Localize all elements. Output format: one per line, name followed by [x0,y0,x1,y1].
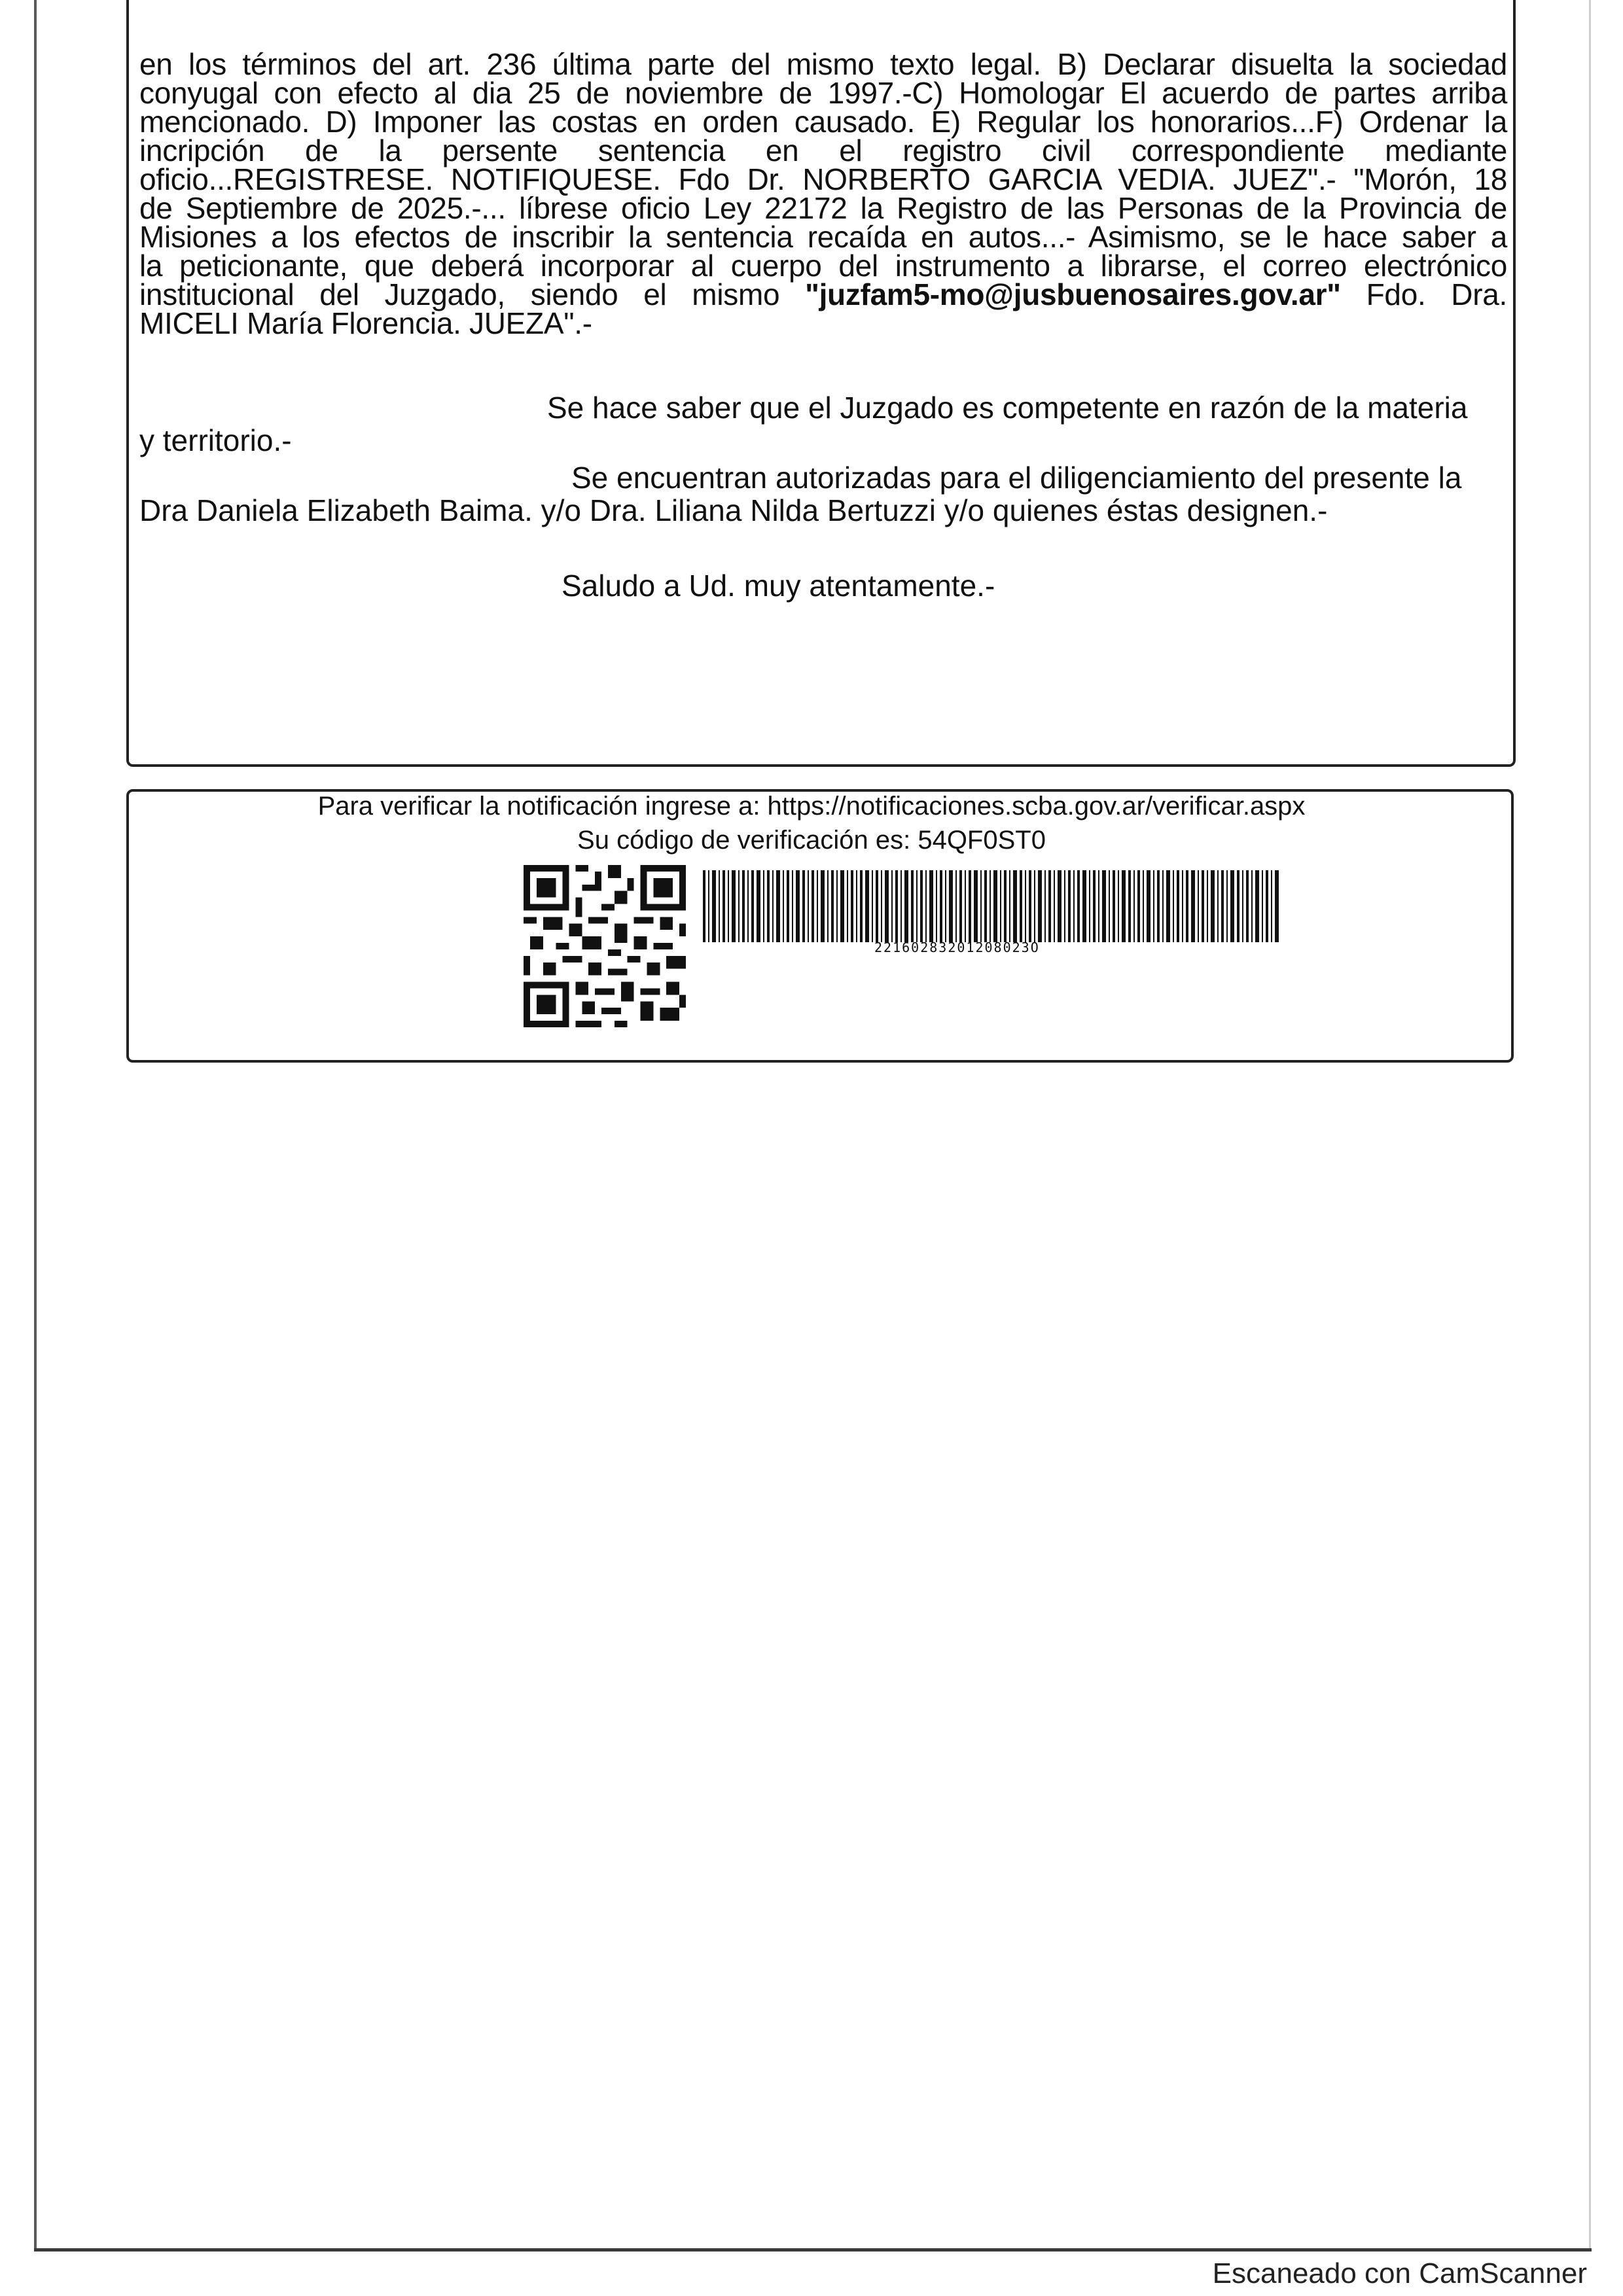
resolution-text [139,47,1507,340]
barcode-icon [703,870,1279,942]
competence-line-1: Se hace saber que el Juzgado es competente en razón de la materia [547,391,1468,425]
body-line: Misiones a los efectos de inscribir la sentencia recaída en autos...- Asimismo, se le hace saber a [139,220,1507,254]
body-line: de Septiembre de 2025.-... líbrese oficio Ley 22172 la Registro de las Personas de la Provincia de [139,191,1507,225]
page-edge-left [34,0,37,2251]
verification-code-text: Su código de verificación es: 54QF0ST0 [577,826,1046,855]
body-line-last: MICELI María Florencia. JUEZA".- [139,306,592,340]
authorized-line-2: Dra Daniela Elizabeth Baima. y/o Dra. Liliana Nilda Bertuzzi y/o quienes éstas designen.- [139,493,1328,527]
competence-paragraph [139,391,1507,457]
page-edge-right [1589,0,1591,2251]
closing-salutation: Saludo a Ud. muy atentamente.- [562,569,995,603]
body-line-post: Fdo. Dra. [1340,277,1507,311]
scanner-watermark: Escaneado con CamScanner [1212,2257,1587,2289]
verification-url-text: Para verificar la notificación ingrese a: https://notificaciones.scba.gov.ar/verificar.aspx [317,792,1306,821]
body-line: la peticionante, que deberá incorporar al cuerpo del instrumento a librarse, el correo electrónico [139,249,1507,283]
competence-line-2: y territorio.- [139,423,292,457]
court-email: "juzfam5-mo@jusbuenosaires.gov.ar" [805,277,1341,311]
body-line: incripción de la persente sentencia en el registro civil correspondiente mediante [139,133,1507,168]
qr-code-icon [524,865,686,1027]
body-line-email [139,277,1507,311]
barcode-number: 22160283201208023O [874,940,1040,955]
body-line: en los términos del art. 236 última parte del mismo texto legal. B) Declarar disuelta la sociedad [139,47,1507,81]
page-edge-bottom [34,2248,1592,2252]
authorized-line-1: Se encuentran autorizadas para el diligenciamiento del presente la [571,461,1462,495]
body-line: conyugal con efecto al dia 25 de noviembre de 1997.-C) Homologar El acuerdo de partes arriba [139,76,1507,110]
body-line: oficio...REGISTRESE. NOTIFIQUESE. Fdo Dr. NORBERTO GARCIA VEDIA. JUEZ".- "Morón, 18 [139,162,1507,196]
authorized-paragraph [139,461,1507,527]
body-line: mencionado. D) Imponer las costas en orden causado. E) Regular los honorarios...F) Ordenar la [139,105,1507,139]
body-line-pre: institucional del Juzgado, siendo el mismo [139,277,806,311]
